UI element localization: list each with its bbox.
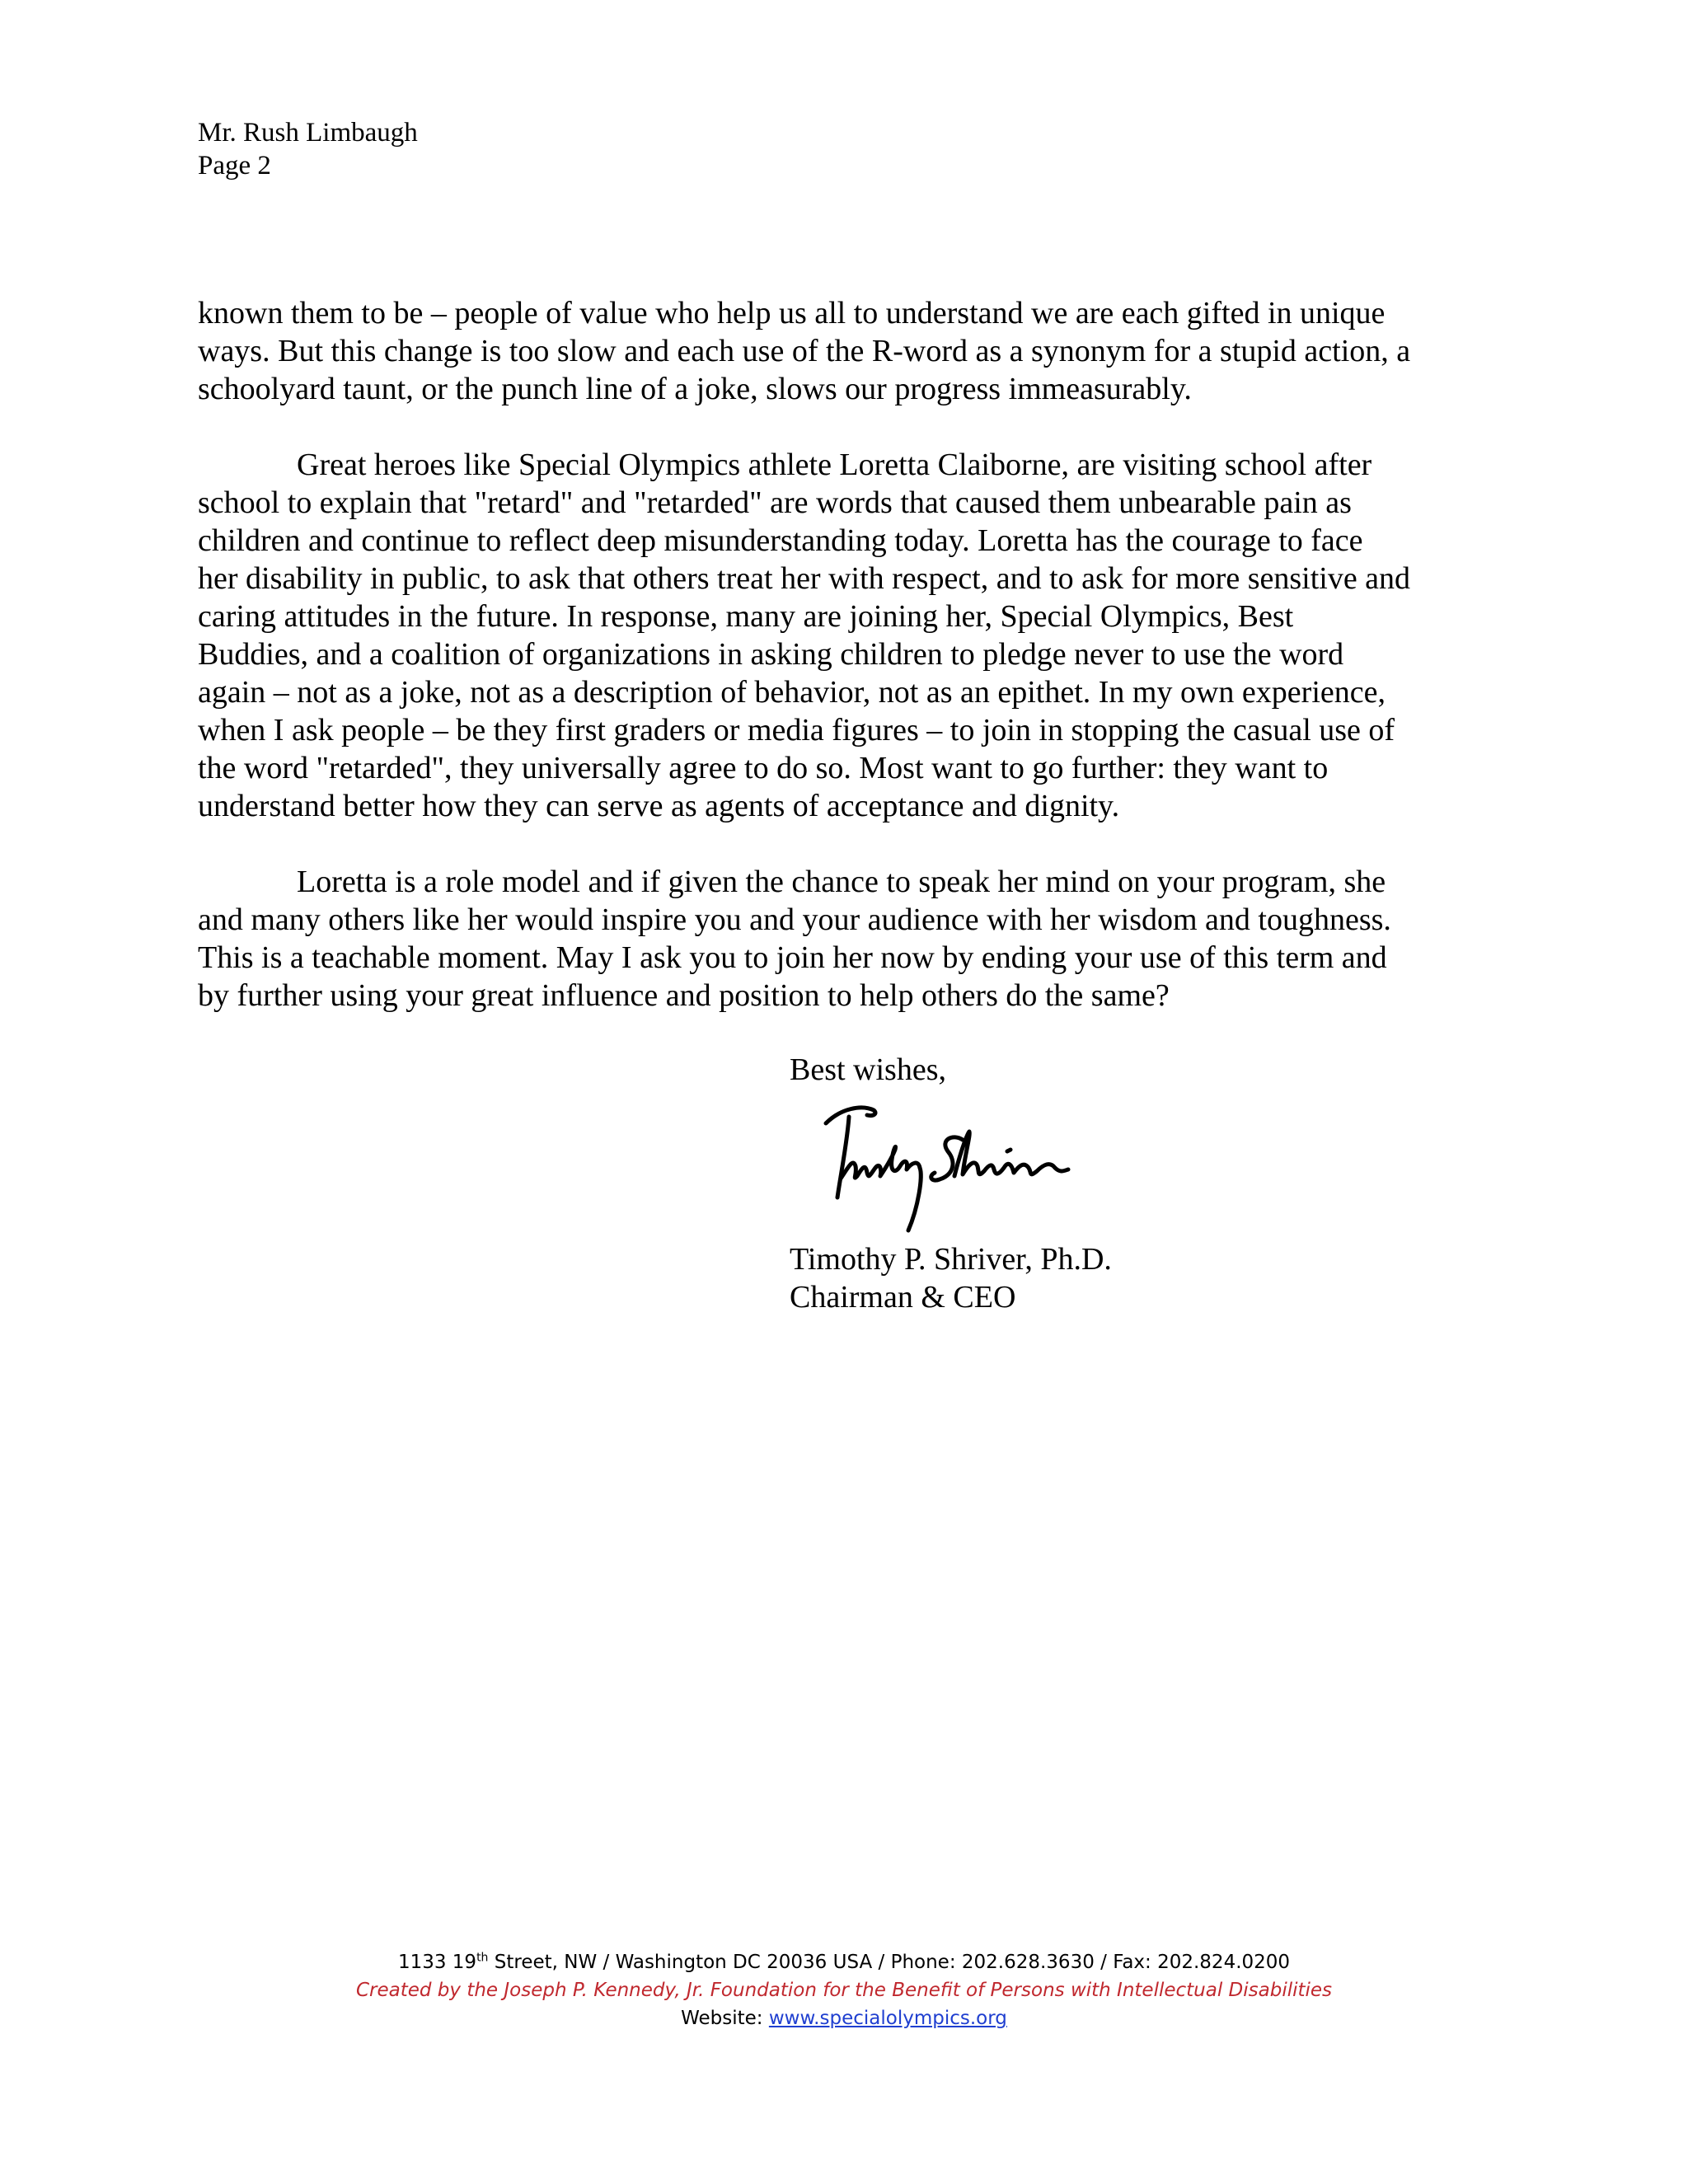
letter-header bbox=[198, 116, 418, 182]
letter-body bbox=[198, 294, 1492, 1052]
page-number: Page 2 bbox=[198, 151, 271, 180]
letter-footer bbox=[0, 1948, 1688, 2032]
closing-salutation: Best wishes, bbox=[790, 1052, 946, 1087]
footer-website-label: Website: bbox=[681, 2008, 769, 2029]
website-link[interactable]: www.specialolympics.org bbox=[768, 2008, 1007, 2029]
footer-address bbox=[0, 1948, 1688, 1976]
body-paragraph-1: known them to be – people of value who help us all to understand we are each gifted in unique ways. But this change is too slow and each use of the R-word as a synonym for a stupid action, a schoolyard taunt, or the punch line of a joke, slows our progress immeasurably. bbox=[198, 296, 1411, 406]
footer-address-sup: th bbox=[476, 1951, 489, 1965]
signer-block bbox=[790, 1240, 1112, 1316]
body-paragraph-3: Loretta is a role model and if given the chance to speak her mind on your program, she and many others like her would inspire you and your audience with her wisdom and toughness. This is a teachable moment. May I ask you to join her now by ending your use of this term and by further using your great influence and position to help others do the same? bbox=[198, 865, 1391, 1013]
body-paragraph-2: Great heroes like Special Olympics athlete Loretta Claiborne, are visiting school after school to explain that "retard" and "retarded" are words that caused them unbearable pain as children and continue to reflect deep misunderstanding today. Loretta has the courage to face her disability in public, to ask that others treat her with respect, and to ask for more sensitive and caring attitudes in the future. In response, many are joining her, Special Olympics, Best Buddies, and a coalition of organizations in asking children to pledge never to use the word again – not as a joke, not as a description of behavior, not as an epithet. In my own experience, when I ask people – be they first graders or media figures – to join in stopping the casual use of the word "retarded", they universally agree to do so. Most want to go further: they want to understand better how they can serve as agents of acceptance and dignity. bbox=[198, 448, 1411, 823]
signer-name: Timothy P. Shriver, Ph.D. bbox=[790, 1242, 1112, 1277]
handwritten-signature bbox=[816, 1100, 1104, 1236]
recipient-name: Mr. Rush Limbaugh bbox=[198, 118, 418, 148]
footer-created-by: Created by the Joseph P. Kennedy, Jr. Foundation for the Benefit of Persons with Intellectual Disabilities bbox=[355, 1980, 1333, 2001]
footer-address-suffix: Street, NW / Washington DC 20036 USA / Phone: 202.628.3630 / Fax: 202.824.0200 bbox=[488, 1952, 1291, 1973]
closing-block bbox=[790, 1051, 946, 1089]
footer-address-prefix: 1133 19 bbox=[397, 1952, 477, 1973]
signer-title: Chairman & CEO bbox=[790, 1280, 1016, 1315]
footer-website-line bbox=[0, 2004, 1688, 2032]
